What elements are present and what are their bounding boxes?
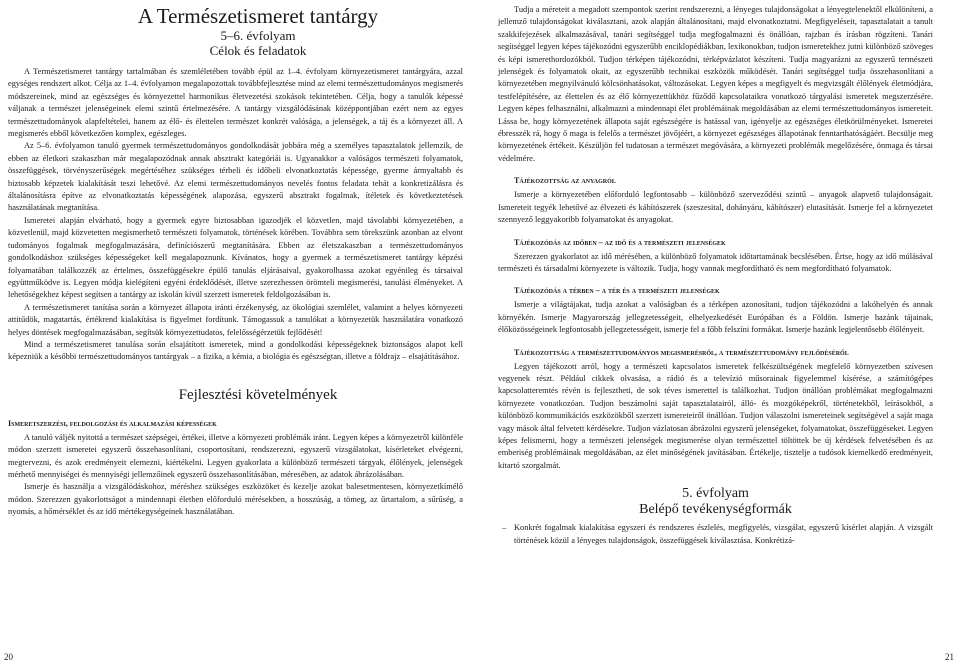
section-title <box>498 486 933 518</box>
grade-subtitle: 5–6. évfolyam <box>220 28 296 43</box>
title-block <box>53 4 463 58</box>
paragraph: Szerezzen gyakorlatot az idő mérésében, a különböző folyamatok időtartamának becslésében. Értse, hogy az idő múlásával természeti és társadalmi környezete is változik. Tudja, hogy vannak megfordítható és nem megfordítható folyamatok. <box>498 251 933 273</box>
left-column <box>8 4 463 519</box>
section-title: Fejlesztési követelmények <box>178 386 338 403</box>
paragraph: A természetismeret tanítása során a környezet állapota iránti érzékenység, az ökológiai szemlélet, valamint a helyes környezeti attitűdök, magatartás, értékrend kialakítása is figyelmet fordítunk. Támogassuk a tanulókat a környezetük használatára vonatkozó helyes döntések megfogalmazásában, segítsük környezettudatos, felelősségérzetük fejlődését! <box>8 302 463 337</box>
grade-heading: 5. évfolyam <box>682 486 749 502</box>
list-item: – Konkrét fogalmak kialakítása egyszeri és rendszeres észlelés, megfigyelés, vizsgálat, egyszerű kísérlet alapján. A vizsgált történések közül a lényeges tulajdonságok, összefüggések kiválasztása. Konkrétizá- <box>498 522 933 547</box>
paragraph: A Természetismeret tantárgy tartalmában és szemléletében tovább épül az 1–4. évfolyam környezetismeret tantárgyára, azzal egységes rendszert alkot. Célja az 1–4. évfolyamon megalapozottak továbbfejlesztése mind az elemi természettudományos megismerés módszereinek, mind az egészséges és környezettel harmonikus életvezetési szokások tekintetében. Célja, hogy a tanulók képessé váljanak a természet jelenségeinek elemi szintű értelmezésére. A tantárgy vizsgálódásának középpontjában ezért nem az egyes természettudományok alapfeltételei, hanem az élő- és élettelen természet konkrét valósága, a jelenségek, a táj és a környezet áll. A megismerés ebből következően komplex, egészleges. <box>8 67 463 139</box>
paragraph: Ismeretei alapján elvárható, hogy a gyermek egyre biztosabban igazodjék el közvetlen, majd távolabbi környezetében, a közvetlenül, majd közvetetten megismerhető természeti folyamatok, történések körében. Továbbra sem törekszünk azonban az elvont tudományos fogalmak megfogalmazására, definíciószerű megtanítására. Ebben az életszakaszban a természettudományos gondolkodáshoz szükséges képességeket kell megalapoznunk. Kívánatos, hogy a gyermek a természetismeret tantárgy képzési folyamatában találkozzék az értelmes, összefüggésekre épülő tanulás eljárásaival, gyakorolhassa azokat egyénileg és társaival együttműködve is. Legyen módja kielégíteni egyéni érdeklődését, illetve szerezhessen örömteli megismerési, tanulási élményeket. A lehetőségekhez képest segítsen a tantárgy az iskolán kívül szerzett ismeretek feldolgozásában is. <box>8 215 463 300</box>
subheading: Tájékozódás az időben – az idő és a természeti jelenségek <box>514 237 726 247</box>
paragraph: A tanuló váljék nyitottá a természet szépségei, értékei, illetve a környezeti problémák iránt. Legyen képes a környezetről különféle módon szerzett ismeretei egyszerű összehasonlítani, csoportosítani, rendszerezni, egyszerű vizsgálatokat, kísérleteket elvégezni, megtervezni, és azok eredményeit elemezni, kiértékelni. Legyen gyakorlata a különböző természeti tárgyak, élőlények, jelenségek mérhető mennyiségei és mennyiségi jellemzőinek egyszerű összehasonlításában, méresében, az adatok ábrázolásában. <box>8 432 463 479</box>
page-number: 20 <box>4 652 13 662</box>
paragraph: Mind a természetismeret tanulása során elsajátított ismeretek, mind a gondolkodási képességeknek biztonságos alapot kell képezniük a későbbi természettudományos tantárgyak – a fizika, a kémia, a biológia és egészségtan, illetve a földrajz – elsajátításához. <box>8 339 463 362</box>
activities-heading: Belépő tevékenységformák <box>639 502 792 518</box>
paragraph: Legyen tájékozott arról, hogy a természeti kapcsolatos ismeretek felkészültségének megfelelő környezetben szívesen vegyenek részt. Például cikkek olvasása, a rádió és a televízió műsorainak figyelemmel kísérése, a számítógépes kapcsolatteremtés révén is fejlesztheti, de sok téves ismerettel is találkozhat. Tudjon önállóan problémákat megfogalmazni környezete vonatkozóan. Tudjon beszámolni saját tapasztalatairól, álló- és mozgóképekről, történetekből, leírásokból, a különböző kommunikációs eszközökből szerzett ismereteiről önállóan. Tudjon válaszolni ismereteinek segítségével a saját maga vagy mások által felvetett kérdésekre. Tudjon vázlatosan ábrázolni egyszerű jelenségeket, folyamatokat, összefüggéseket. Legyen képes felismerni, hogy a természeti jelenségek megismerése olyan természettel töltöttek be új kérdések felvetésében és az emberiség problémáinak megoldásában, az élet minőségének javításában. Értékelje, tisztelje a tudósok kiemelkedő eredményeit, kitartó szorgalmát. <box>498 361 933 470</box>
page-title: A Természetismeret tantárgy <box>137 4 379 28</box>
paragraph: Ismerje és használja a vizsgálódáskohoz, méréshez szükséges eszközöket és kezelje azokat balesetmentesen, környezetkímélő módon. Szerezzen gyakorlottságot a mindennapi életben előforduló mérésekben, a hosszúság, a tömeg, az űrtartalom, a sűrűség, a nyomás, a hőmérséklet és az idő mértékegységeinek használatában. <box>8 482 463 517</box>
subheading: Tájékozottság az anyagról <box>514 176 616 186</box>
paragraph: Ismerje a világtájakat, tudja azokat a valóságban és a térképen azonosítani, tudjon tájékozódni a lakóhelyén és annak környékén. Ismerje Magyarország jellegzetességeit, elhelyezkedését Európában és a Földön. Ismerje hazánk tájainak, élőközösségeinek legfontosabb jellegzetességeit, ismerje fel a főbb felszíni formákat. Ismerje hazánk legjelentősebb élőlényeit. <box>498 300 933 335</box>
right-column <box>498 4 933 547</box>
goals-subtitle: Célok és feladatok <box>209 43 307 58</box>
paragraph: Ismerje a környezetében előforduló legfontosabb – különböző szerveződési szintű – anyagok alapvető tulajdonságait. Ismereteit tegyék lehetővé az élvezeti és kábítószerek (szeszesital, dohányáru, kábítószer) elutasítását. Ismerje fel a környezetet szennyező leggyakoribb folyamatokat és anyagokat. <box>498 190 933 225</box>
subheading: Tájékozottság a természettudományos megismerésről, a természettudomány fejlődéséről <box>514 347 849 357</box>
paragraph: Tudja a méreteit a megadott szempontok szerint rendszerezni, a lényeges tulajdonságokat a lényegtelenektől elkülöníteni, a jellemző tulajdonságokat kiválasztani, azok alapján általánosítani, majd elvonatkoztatni. Megfigyeléseit, tapasztalatait a tanult szakkifejezések alkalmazásával, tanári segítséggel tudja megfogalmazni és önállóan, rajzban és írásban rögzíteni. Tanári segítséggel legyen képes tájékozódni egyszerűbb enciklopédiákban, lexikonokban, tudjon ismeretekhez jutni különböző szöveges és képi ismerethordozókból. Tudjon térképen tájékozódni, térképvázlatot készíteni. Tudja magyarázni az egyszerű természeti jelenségek és folyamatok okait, az egyszerűbb technikai eszközök működését. Tanári segítséggel tudja összehasonlítani a környezetében megnyilvánuló kölcsönhatásokat, változásokat. Legyen képes a megfigyelt és megvizsgált élőlények életmódjára, testfelépítésére, az élettelen és az élő környezettükhöz fűződő kapcsolataikra vonatkozó tárgyalási ismeretek megszerzésére. Legyen képes felhasználni, alkalmazni a mindennapi élet problémáinak megoldásában az elemi természettudományos ismereteit. Lássa be, hogy környezetének állapota saját egészségére is hatással van, igényelje az egészséges életkörülményeket. Ismeretei ébresszék rá, hogy ő maga is felelős a természet jövőjéért, a környezet egészséges állapotának fenntarthatóságáért. Becsülje meg környezetének értékeit. Készüljön fel tudatosan a természet megóvására, a környezeti problémák megelőzésére, önmaga és társai védelmére. <box>498 5 933 163</box>
right-page <box>480 0 960 666</box>
subheading: Ismeretszerzési, feldolgozási és alkalmazási képességek <box>8 418 217 428</box>
page-number: 21 <box>945 652 954 662</box>
paragraph: Az 5–6. évfolyamon tanuló gyermek természettudományos gondolkodását jobbára még a személyes tapasztalatok jellemzik, de ebben az életkori szakaszban már megalapozódnak annak absztrakt kategóriái is. Ugyanakkor a valóságos természeti folyamatok, összefüggések, törvényszerűségek megértéséhez szükséges térbeli és időbeli elvonatkoztatás képessége, gyerme ármyaltabb és biztosabb képzetek kialakítását teszi lehetővé. Az elemi természettudományos nevelés fontos feladata tehát a konkretizálásra és általánosításra építve az elvonatkoztatás képességének alapozása, egyszerű absztrakt fogalmak, ítéletek és következtetések használatának megtanítása. <box>8 141 463 213</box>
activity-list <box>498 522 933 547</box>
subheading: Tájékozódás a térben – a tér és a természeti jelenségek <box>514 286 720 296</box>
